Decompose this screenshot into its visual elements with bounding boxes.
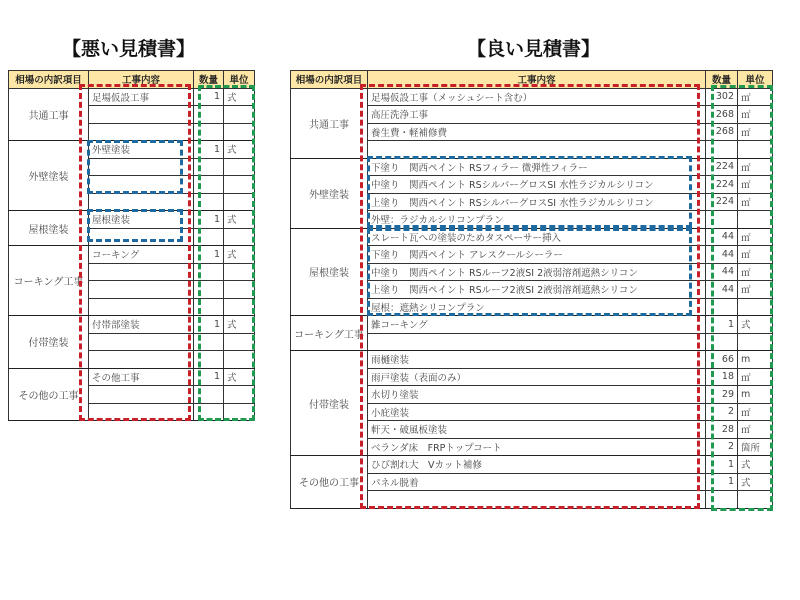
work-item-cell: 外壁塗装 (89, 141, 194, 159)
work-item-cell: 養生費・軽補修費 (368, 123, 706, 141)
category-cell: コーキング工事 (9, 246, 89, 316)
unit-cell: ㎡ (738, 176, 773, 194)
work-item-cell: 中塗り 関西ペイント RSシルバーグロスSI 水性ラジカルシリコン (368, 176, 706, 194)
unit-cell: 式 (224, 88, 255, 106)
work-item-cell: 水切り塗装 (368, 386, 706, 404)
category-cell: その他の工事 (9, 368, 89, 421)
unit-cell: ㎡ (738, 421, 773, 439)
work-item-cell (89, 106, 194, 124)
header-unit: 単位 (224, 71, 255, 89)
unit-cell (224, 106, 255, 124)
work-item-cell: その他工事 (89, 368, 194, 386)
work-item-cell (89, 281, 194, 299)
table-row (291, 351, 773, 369)
quantity-cell (706, 298, 738, 316)
unit-cell: ㎡ (738, 158, 773, 176)
unit-cell (224, 193, 255, 211)
quantity-cell (194, 386, 224, 404)
work-item-cell: 上塗り 関西ペイント RSルーフ2液SI 2液弱溶剤遮熱シリコン (368, 281, 706, 299)
unit-cell: 式 (224, 368, 255, 386)
work-item-cell (368, 141, 706, 159)
work-item-cell (89, 298, 194, 316)
quantity-cell (194, 106, 224, 124)
header-category: 相場の内訳項目 (291, 71, 368, 89)
category-cell: その他の工事 (291, 456, 368, 509)
unit-cell: ㎡ (738, 88, 773, 106)
table-row (9, 246, 255, 264)
quantity-cell (194, 281, 224, 299)
work-item-cell (89, 263, 194, 281)
unit-cell: m (738, 386, 773, 404)
quantity-cell: 1 (706, 316, 738, 334)
category-cell: 屋根塗装 (9, 211, 89, 246)
quantity-cell: 224 (706, 176, 738, 194)
work-item-cell: 屋根：遮熱シリコンプラン (368, 298, 706, 316)
work-item-cell: 下塗り 関西ペイント RSフィラー 微弾性フィラー (368, 158, 706, 176)
unit-cell: ㎡ (738, 281, 773, 299)
quantity-cell: 29 (706, 386, 738, 404)
bad-table-body (9, 88, 255, 421)
bad-estimate-title: 【悪い見積書】 (62, 38, 196, 60)
work-item-cell: コーキング (89, 246, 194, 264)
quantity-cell: 1 (194, 368, 224, 386)
table-row (291, 228, 773, 246)
work-item-cell: 足場仮設工事（メッシュシート含む） (368, 88, 706, 106)
quantity-cell (194, 403, 224, 421)
work-item-cell (89, 228, 194, 246)
work-item-cell (89, 386, 194, 404)
unit-cell (738, 211, 773, 229)
quantity-cell: 268 (706, 106, 738, 124)
table-row (9, 316, 255, 334)
quantity-cell: 1 (194, 211, 224, 229)
quantity-cell: 1 (706, 456, 738, 474)
category-cell: 屋根塗装 (291, 228, 368, 316)
category-cell: 外壁塗装 (291, 158, 368, 228)
unit-cell (224, 228, 255, 246)
quantity-cell: 44 (706, 263, 738, 281)
work-item-cell: 高圧洗浄工事 (368, 106, 706, 124)
good-table-body (291, 88, 773, 508)
quantity-cell: 44 (706, 281, 738, 299)
good-estimate-title: 【良い見積書】 (467, 38, 601, 60)
table-row (291, 456, 773, 474)
work-item-cell (89, 176, 194, 194)
unit-cell: 式 (224, 141, 255, 159)
quantity-cell: 18 (706, 368, 738, 386)
quantity-cell: 1 (706, 473, 738, 491)
unit-cell: ㎡ (738, 246, 773, 264)
quantity-cell: 28 (706, 421, 738, 439)
table-row (9, 368, 255, 386)
table-row (291, 158, 773, 176)
unit-cell: ㎡ (738, 106, 773, 124)
quantity-cell: 66 (706, 351, 738, 369)
unit-cell (224, 333, 255, 351)
header-qty: 数量 (194, 71, 224, 89)
unit-cell (224, 386, 255, 404)
unit-cell (224, 403, 255, 421)
unit-cell: 式 (738, 456, 773, 474)
category-cell: 付帯塗装 (9, 316, 89, 369)
table-row (9, 211, 255, 229)
quantity-cell: 1 (194, 88, 224, 106)
quantity-cell (706, 333, 738, 351)
good-estimate-table (290, 70, 773, 509)
unit-cell (224, 351, 255, 369)
unit-cell: ㎡ (738, 403, 773, 421)
quantity-cell: 224 (706, 193, 738, 211)
unit-cell (224, 176, 255, 194)
quantity-cell: 1 (194, 316, 224, 334)
work-item-cell: 付帯部塗装 (89, 316, 194, 334)
quantity-cell: 302 (706, 88, 738, 106)
unit-cell: ㎡ (738, 368, 773, 386)
unit-cell: 箇所 (738, 438, 773, 456)
quantity-cell (194, 228, 224, 246)
work-item-cell: 雑コーキング (368, 316, 706, 334)
unit-cell (224, 158, 255, 176)
work-item-cell: 外壁：ラジカルシリコンプラン (368, 211, 706, 229)
work-item-cell: 中塗り 関西ペイント RSルーフ2液SI 2液弱溶剤遮熱シリコン (368, 263, 706, 281)
work-item-cell: パネル脱着 (368, 473, 706, 491)
work-item-cell: スレート瓦への塗装のためタスペーサー挿入 (368, 228, 706, 246)
work-item-cell: 上塗り 関西ペイント RSシルバーグロスSI 水性ラジカルシリコン (368, 193, 706, 211)
unit-cell (224, 123, 255, 141)
unit-cell (224, 281, 255, 299)
quantity-cell (194, 123, 224, 141)
quantity-cell: 268 (706, 123, 738, 141)
quantity-cell (194, 176, 224, 194)
quantity-cell (194, 263, 224, 281)
unit-cell: ㎡ (738, 228, 773, 246)
table-row (9, 88, 255, 106)
work-item-cell (368, 333, 706, 351)
quantity-cell (706, 141, 738, 159)
quantity-cell (194, 158, 224, 176)
unit-cell: 式 (224, 211, 255, 229)
quantity-cell: 1 (194, 246, 224, 264)
unit-cell: m (738, 351, 773, 369)
unit-cell (738, 333, 773, 351)
unit-cell: ㎡ (738, 193, 773, 211)
unit-cell (224, 298, 255, 316)
unit-cell (738, 491, 773, 509)
unit-cell (224, 263, 255, 281)
work-item-cell: ひび割れ大 Vカット補修 (368, 456, 706, 474)
work-item-cell: 下塗り 関西ペイント アレスクールシーラー (368, 246, 706, 264)
work-item-cell: ベランダ床 FRPトップコート (368, 438, 706, 456)
work-item-cell (368, 491, 706, 509)
quantity-cell: 1 (194, 141, 224, 159)
category-cell: 外壁塗装 (9, 141, 89, 211)
work-item-cell: 軒天・破風板塗装 (368, 421, 706, 439)
quantity-cell: 224 (706, 158, 738, 176)
quantity-cell: 44 (706, 228, 738, 246)
quantity-cell (194, 333, 224, 351)
table-row (9, 141, 255, 159)
unit-cell: 式 (738, 473, 773, 491)
header-work: 工事内容 (368, 71, 706, 89)
work-item-cell (89, 351, 194, 369)
unit-cell: 式 (738, 316, 773, 334)
work-item-cell (89, 158, 194, 176)
table-row (291, 316, 773, 334)
unit-cell (738, 298, 773, 316)
category-cell: 付帯塗装 (291, 351, 368, 456)
quantity-cell: 2 (706, 403, 738, 421)
category-cell: 共通工事 (9, 88, 89, 141)
header-qty: 数量 (706, 71, 738, 89)
work-item-cell: 雨戸塗装（表面のみ） (368, 368, 706, 386)
header-work: 工事内容 (89, 71, 194, 89)
category-cell: 共通工事 (291, 88, 368, 158)
work-item-cell (89, 193, 194, 211)
work-item-cell: 屋根塗装 (89, 211, 194, 229)
category-cell: コーキング工事 (291, 316, 368, 351)
bad-estimate-table (8, 70, 255, 421)
header-category: 相場の内訳項目 (9, 71, 89, 89)
work-item-cell: 足場仮設工事 (89, 88, 194, 106)
unit-cell (738, 141, 773, 159)
quantity-cell: 2 (706, 438, 738, 456)
work-item-cell: 雨樋塗装 (368, 351, 706, 369)
work-item-cell (89, 403, 194, 421)
work-item-cell (89, 333, 194, 351)
quantity-cell (706, 211, 738, 229)
work-item-cell: 小庇塗装 (368, 403, 706, 421)
quantity-cell (194, 193, 224, 211)
table-row (291, 88, 773, 106)
unit-cell: ㎡ (738, 263, 773, 281)
unit-cell: 式 (224, 316, 255, 334)
quantity-cell: 44 (706, 246, 738, 264)
quantity-cell (194, 351, 224, 369)
quantity-cell (706, 491, 738, 509)
unit-cell: ㎡ (738, 123, 773, 141)
unit-cell: 式 (224, 246, 255, 264)
work-item-cell (89, 123, 194, 141)
header-unit: 単位 (738, 71, 773, 89)
quantity-cell (194, 298, 224, 316)
